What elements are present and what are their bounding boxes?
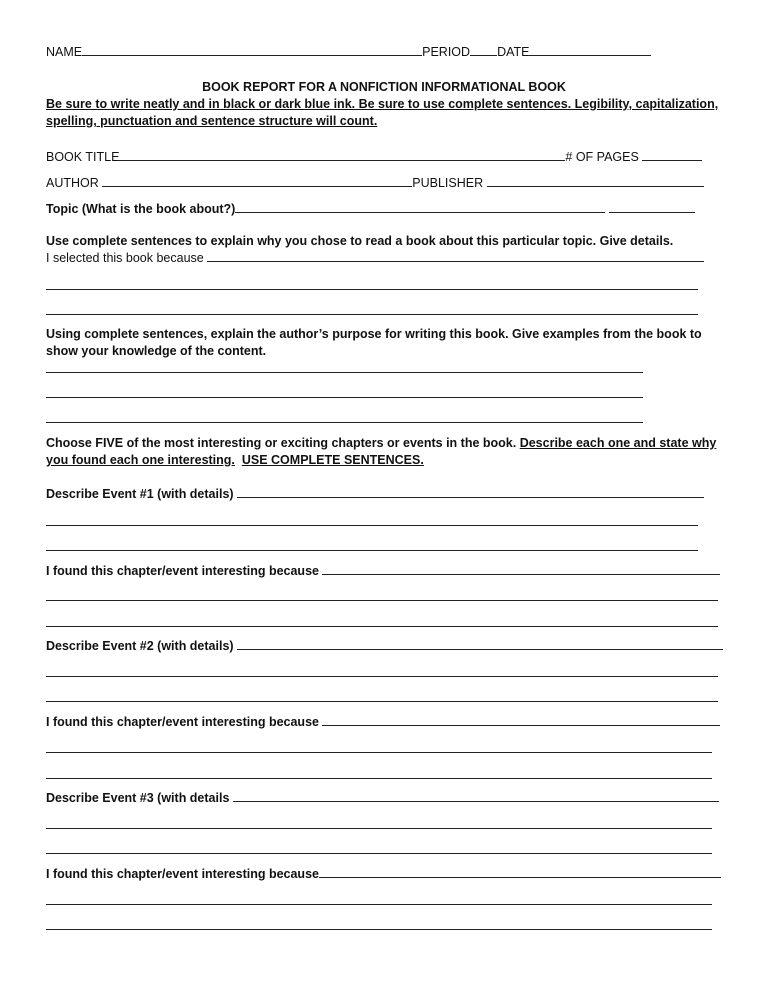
- date-field[interactable]: [529, 44, 651, 56]
- answer-line[interactable]: [46, 701, 718, 702]
- period-label: PERIOD: [422, 45, 471, 59]
- answer-line[interactable]: [46, 372, 643, 373]
- events-prompt: [46, 435, 722, 469]
- event1-field[interactable]: [237, 486, 704, 498]
- interesting2-line: [46, 714, 720, 730]
- pages-label: # OF PAGES: [565, 150, 639, 164]
- book-title-line: [46, 149, 702, 165]
- event2-label: Describe Event #2 (with details): [46, 639, 234, 653]
- event2-line: [46, 638, 723, 654]
- why-chose-starter: I selected this book because: [46, 251, 204, 265]
- answer-line[interactable]: [46, 676, 718, 677]
- purpose-prompt: Using complete sentences, explain the author’s purpose for writing this book. Give examples from the book to show your knowledge of the content.: [46, 327, 702, 358]
- interesting1-field[interactable]: [322, 563, 720, 575]
- pages-field[interactable]: [642, 149, 702, 161]
- answer-line[interactable]: [46, 397, 643, 398]
- book-title-label: BOOK TITLE: [46, 150, 120, 164]
- event3-field[interactable]: [283, 790, 719, 802]
- author-line: [46, 175, 704, 191]
- events-prompt-a: Choose FIVE of the most interesting or exciting chapters or events in the book.: [46, 436, 520, 450]
- interesting3-line: [46, 866, 721, 882]
- answer-line[interactable]: [46, 600, 718, 601]
- events-prompt-b: Describe each one and state why you found each one interesting.: [46, 436, 717, 467]
- topic-line: [46, 201, 695, 217]
- answer-line[interactable]: [46, 752, 712, 753]
- interesting2-label: I found this chapter/event interesting because: [46, 715, 319, 729]
- date-label: DATE: [497, 45, 530, 59]
- answer-line[interactable]: [46, 828, 712, 829]
- answer-line[interactable]: [46, 525, 698, 526]
- publisher-label: PUBLISHER: [412, 176, 484, 190]
- event2-field[interactable]: [303, 638, 723, 650]
- interesting1-label: I found this chapter/event interesting because: [46, 564, 319, 578]
- page-title: BOOK REPORT FOR A NONFICTION INFORMATIONAL BOOK: [202, 80, 566, 94]
- interesting1-line: [46, 563, 720, 579]
- event1-label: Describe Event #1 (with details): [46, 487, 234, 501]
- name-field[interactable]: [82, 44, 422, 56]
- author-field[interactable]: [102, 175, 412, 187]
- header-line: [46, 44, 651, 60]
- answer-line[interactable]: [46, 626, 718, 627]
- interesting3-field[interactable]: [319, 866, 721, 878]
- event3-field-short[interactable]: [233, 790, 283, 802]
- event2-field-short[interactable]: [237, 638, 303, 650]
- instructions: Be sure to write neatly and in black or dark blue ink. Be sure to use complete sentences. Legibility, capitalization, spelling, punctuation and sentence structure will count.: [46, 97, 719, 128]
- event1-line: [46, 486, 704, 502]
- answer-line[interactable]: [46, 550, 698, 551]
- why-chose-field[interactable]: [207, 250, 704, 262]
- answer-line[interactable]: [46, 422, 643, 423]
- topic-label: Topic (What is the book about?): [46, 202, 236, 216]
- answer-line[interactable]: [46, 289, 698, 290]
- answer-line[interactable]: [46, 904, 712, 905]
- interesting2-field[interactable]: [322, 714, 720, 726]
- why-chose-prompt: Use complete sentences to explain why you chose to read a book about this particular topic. Give details.: [46, 234, 674, 248]
- why-chose-line: [46, 250, 704, 266]
- period-field[interactable]: [470, 44, 497, 56]
- interesting3-label: I found this chapter/event interesting because: [46, 867, 319, 881]
- answer-line[interactable]: [46, 853, 712, 854]
- answer-line[interactable]: [46, 778, 712, 779]
- answer-line[interactable]: [46, 929, 712, 930]
- book-title-field[interactable]: [119, 149, 565, 161]
- event3-line: [46, 790, 719, 806]
- answer-line[interactable]: [46, 314, 698, 315]
- name-label: NAME: [46, 45, 83, 59]
- topic-field[interactable]: [235, 201, 605, 213]
- publisher-field[interactable]: [487, 175, 704, 187]
- author-label: AUTHOR: [46, 176, 99, 190]
- events-prompt-c: USE COMPLETE SENTENCES.: [241, 453, 424, 467]
- event3-label: Describe Event #3 (with details: [46, 791, 230, 805]
- topic-field-2[interactable]: [609, 201, 695, 213]
